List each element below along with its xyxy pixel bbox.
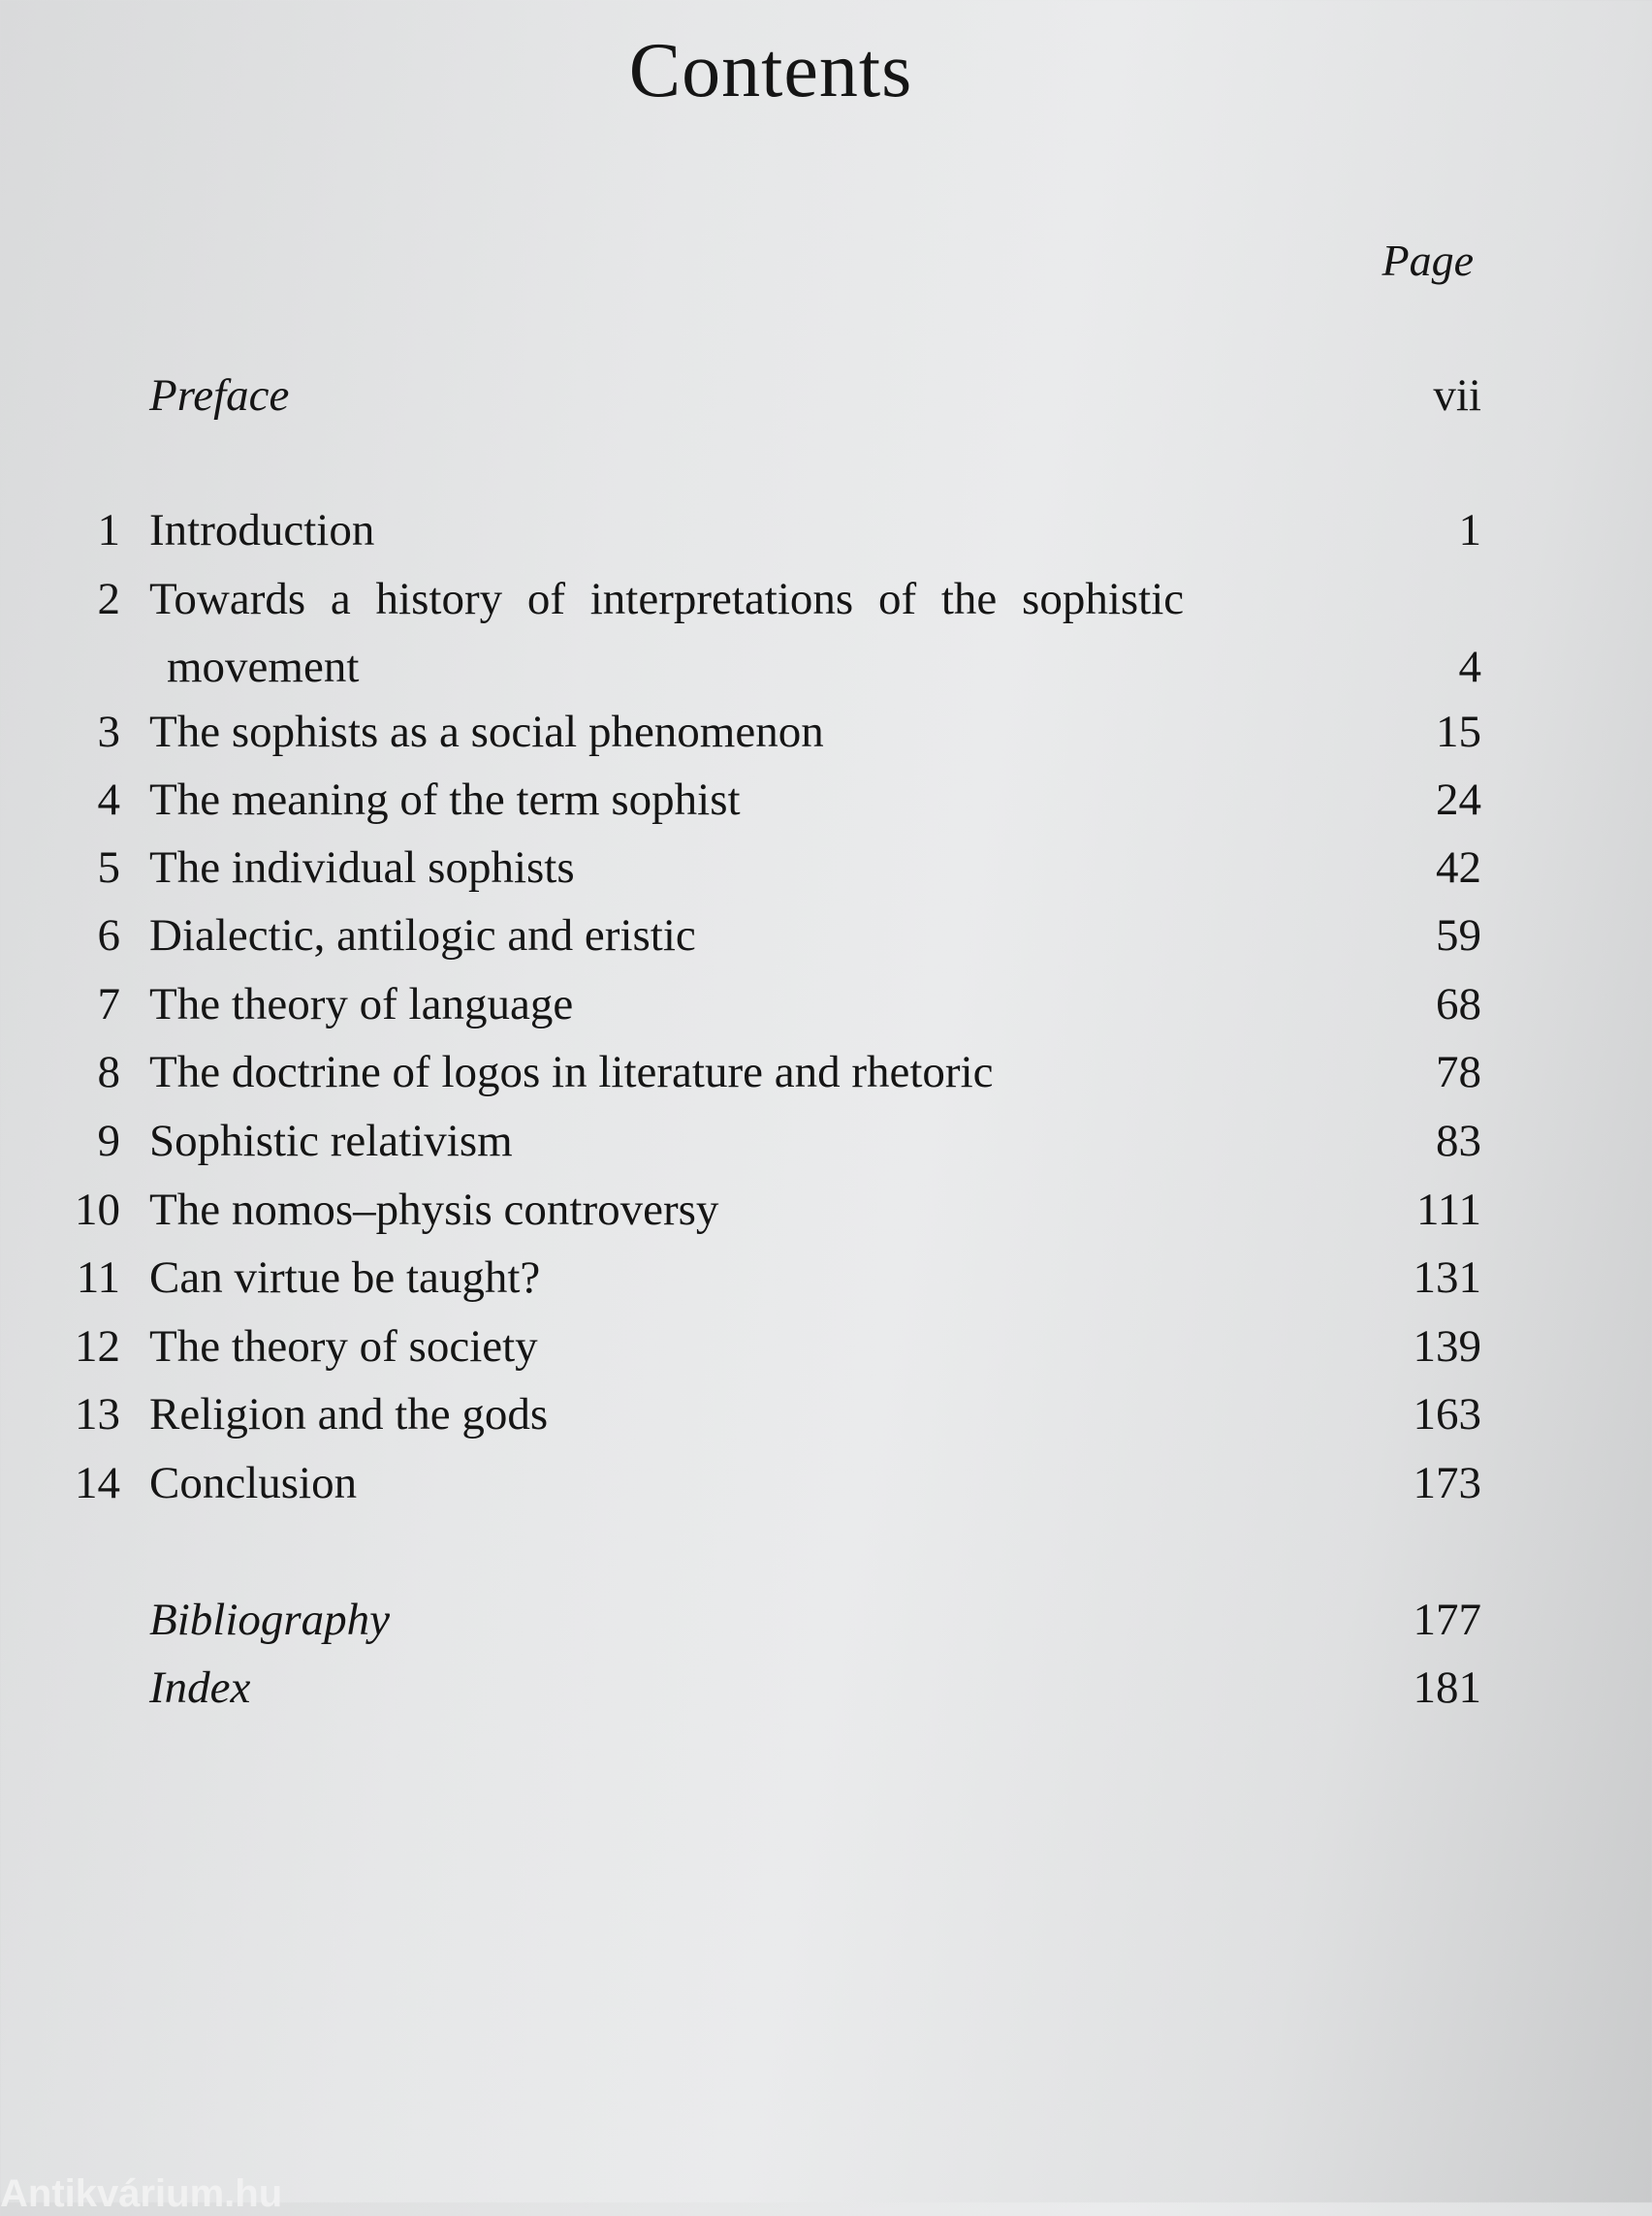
toc-entry-page: 59	[1436, 910, 1481, 961]
toc-entry-page: 42	[1436, 842, 1481, 893]
toc-entry-chapter-14[interactable]	[0, 1449, 1652, 1517]
chapter-number: 10	[75, 1185, 120, 1235]
chapter-title: The theory of society	[149, 1321, 538, 1372]
chapter-number: 1	[97, 505, 120, 555]
toc-entry-page: 1	[1458, 505, 1481, 555]
chapter-title: Sophistic relativism	[149, 1116, 513, 1166]
toc-entry-page: 163	[1413, 1389, 1481, 1440]
toc-entry-page: 173	[1413, 1458, 1481, 1508]
toc-entry-label: Bibliography	[149, 1595, 391, 1645]
toc-entry-chapter-12[interactable]	[0, 1313, 1652, 1380]
toc-entry-chapter-8[interactable]	[0, 1038, 1652, 1106]
toc-entry-page: 181	[1413, 1662, 1481, 1713]
toc-entry-page: 177	[1413, 1595, 1481, 1645]
chapter-number: 13	[75, 1389, 120, 1440]
toc-entry-page: 131	[1413, 1252, 1481, 1303]
toc-entry-chapter-6[interactable]	[0, 902, 1652, 969]
chapter-title: The doctrine of logos in literature and rhetoric	[149, 1047, 994, 1097]
toc-entry-preface[interactable]	[0, 362, 1652, 429]
toc-entry-chapter-11[interactable]	[0, 1244, 1652, 1312]
chapter-number: 2	[97, 574, 120, 624]
page-column-header: Page	[1382, 236, 1474, 285]
toc-entry-page: 111	[1415, 1185, 1481, 1235]
chapter-title: Conclusion	[149, 1458, 358, 1508]
toc-entry-page: 83	[1436, 1116, 1481, 1166]
toc-entry-index[interactable]	[0, 1654, 1652, 1722]
chapter-number: 4	[97, 775, 120, 825]
toc-entry-page: 139	[1413, 1321, 1481, 1372]
toc-entry-chapter-2-continued[interactable]	[0, 633, 1652, 701]
toc-entry-page: 24	[1436, 775, 1481, 825]
chapter-title: The meaning of the term sophist	[149, 775, 741, 825]
chapter-number: 7	[97, 979, 120, 1029]
chapter-number: 11	[76, 1252, 120, 1303]
chapter-title-continued: movement	[167, 642, 360, 692]
chapter-number: 9	[97, 1116, 120, 1166]
toc-entry-page: 78	[1436, 1047, 1481, 1097]
chapter-number: 14	[75, 1458, 120, 1508]
toc-entry-chapter-9[interactable]	[0, 1107, 1652, 1175]
toc-entry-bibliography[interactable]	[0, 1586, 1652, 1654]
chapter-title: The theory of language	[149, 979, 574, 1029]
toc-entry-chapter-2[interactable]	[0, 565, 1652, 633]
toc-entry-page: 68	[1436, 979, 1481, 1029]
chapter-number: 5	[97, 842, 120, 893]
chapter-title: Religion and the gods	[149, 1389, 549, 1440]
toc-entry-label: Preface	[149, 370, 290, 421]
chapter-title: The nomos–physis controversy	[149, 1185, 719, 1235]
chapter-title: Can virtue be taught?	[149, 1252, 541, 1303]
chapter-title: The individual sophists	[149, 842, 575, 893]
toc-entry-chapter-7[interactable]	[0, 970, 1652, 1038]
chapter-title: Introduction	[149, 505, 375, 555]
chapter-number: 6	[97, 910, 120, 961]
chapter-number: 3	[97, 707, 120, 757]
toc-entry-label: Index	[149, 1662, 251, 1713]
toc-entry-page: 4	[1458, 642, 1481, 692]
toc-entry-page: vii	[1433, 370, 1481, 421]
chapter-number: 12	[75, 1321, 120, 1372]
toc-entry-page: 15	[1436, 707, 1481, 757]
toc-entry-chapter-5[interactable]	[0, 834, 1652, 902]
page-title: Contents	[628, 28, 913, 113]
watermark: Antikvárium.hu	[0, 2172, 283, 2215]
chapter-title: Towards a history of interpretations of the sophistic	[149, 574, 1185, 624]
chapter-number: 8	[97, 1047, 120, 1097]
chapter-title: Dialectic, antilogic and eristic	[149, 910, 696, 961]
toc-entry-chapter-13[interactable]	[0, 1380, 1652, 1448]
toc-entry-chapter-3[interactable]	[0, 698, 1652, 766]
toc-entry-chapter-4[interactable]	[0, 766, 1652, 834]
toc-entry-chapter-10[interactable]	[0, 1176, 1652, 1244]
toc-entry-chapter-1[interactable]	[0, 496, 1652, 564]
chapter-title: The sophists as a social phenomenon	[149, 707, 824, 757]
